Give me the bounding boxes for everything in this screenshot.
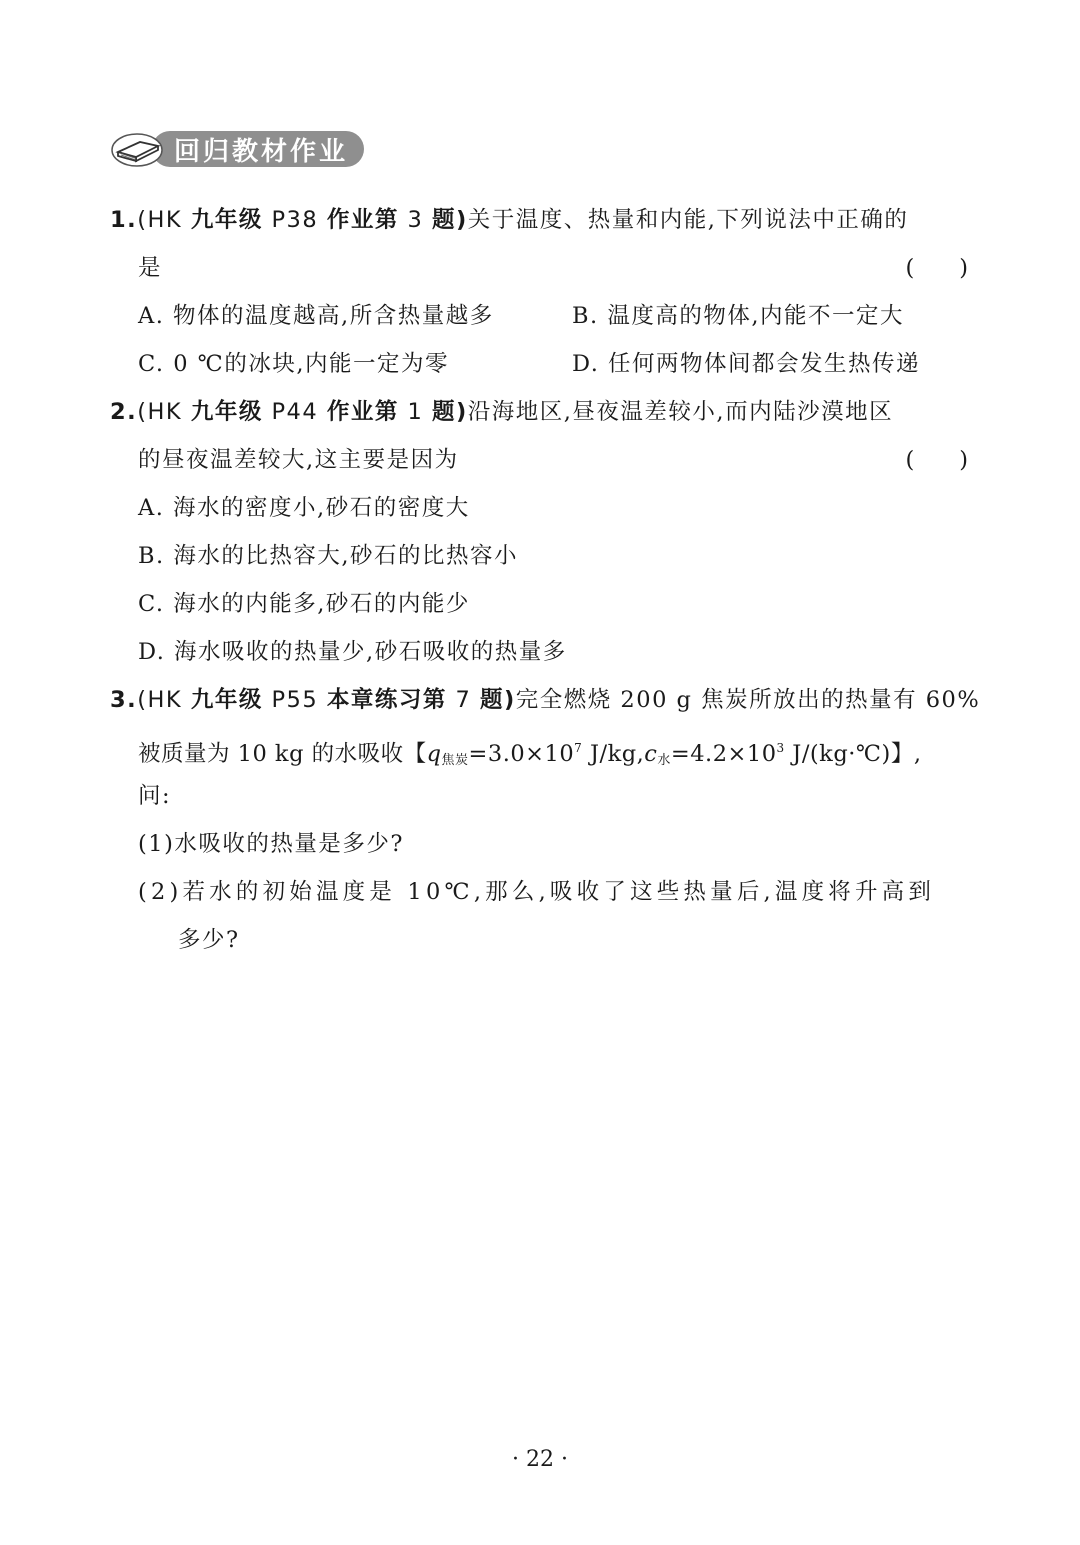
heat-value-unit: J/kg,	[582, 741, 645, 767]
question-source: (HK 九年级 P55 本章练习第 7 题)	[137, 687, 516, 713]
option-a: A. 物体的温度越高,所含热量越多	[138, 303, 494, 329]
question-1-line-2	[110, 244, 970, 292]
question-stem: 沿海地区,昼夜温差较小,而内陆沙漠地区	[467, 399, 894, 425]
question-3-line-2	[110, 724, 970, 772]
section-header	[110, 130, 364, 168]
question-source: (HK 九年级 P38 作业第 3 题)	[137, 207, 468, 233]
question-number: 3.	[110, 687, 138, 713]
option-a: A. 海水的密度小,砂石的密度大	[138, 495, 470, 521]
answer-blank: ( )	[905, 255, 968, 281]
question-stem: 关于温度、热量和内能,下列说法中正确的	[467, 207, 909, 233]
specific-heat-unit: J/(kg·℃)】,	[784, 741, 922, 767]
question-stem-cont: 被质量为 10 kg 的水吸收【	[138, 741, 427, 767]
question-2-line-1	[110, 388, 970, 436]
specific-heat-symbol: c	[644, 741, 658, 767]
question-1-line-1	[110, 196, 970, 244]
section-title-pill	[152, 131, 364, 167]
sub-question-1: (1)水吸收的热量是多少?	[138, 831, 404, 857]
questions	[110, 196, 981, 964]
book-icon	[110, 130, 166, 168]
question-number: 1.	[110, 207, 138, 233]
option-c: C. 海水的内能多,砂石的内能少	[138, 591, 470, 617]
question-stem-cont: 是	[138, 255, 163, 281]
section-title: 回归教材作业	[174, 136, 349, 167]
question-stem: 完全燃烧 200 g 焦炭所放出的热量有 60%	[515, 687, 981, 713]
question-source: (HK 九年级 P44 作业第 1 题)	[137, 399, 468, 425]
question-2-line-2	[110, 436, 970, 484]
question-3-line-3: 问:	[138, 783, 172, 809]
option-c: C. 0 ℃的冰块,内能一定为零	[138, 351, 450, 377]
answer-blank: ( )	[905, 447, 968, 473]
option-d: D. 海水吸收的热量少,砂石吸收的热量多	[138, 639, 567, 665]
question-3-line-1	[110, 676, 981, 724]
page-number: · 22 ·	[512, 1447, 568, 1472]
options-row	[110, 292, 970, 340]
option-b: B. 海水的比热容大,砂石的比热容小	[138, 543, 518, 569]
sub-question-2-cont: 多少?	[178, 927, 240, 953]
option-b: B. 温度高的物体,内能不一定大	[572, 303, 904, 329]
options-row	[110, 340, 970, 388]
heat-value: =3.0×10	[468, 741, 575, 767]
specific-heat-exponent: 3	[776, 741, 785, 755]
question-number: 2.	[110, 399, 138, 425]
option-d: D. 任何两物体间都会发生热传递	[572, 351, 921, 377]
specific-heat-subscript: 水	[657, 753, 671, 768]
heat-value-exponent: 7	[574, 741, 583, 755]
heat-value-subscript: 焦炭	[441, 753, 469, 768]
question-stem-cont: 的昼夜温差较大,这主要是因为	[138, 447, 459, 473]
specific-heat-value: =4.2×10	[670, 741, 777, 767]
heat-value-symbol: q	[426, 741, 442, 767]
sub-question-2: (2)若水的初始温度是 10℃,那么,吸收了这些热量后,温度将升高到	[138, 879, 936, 905]
